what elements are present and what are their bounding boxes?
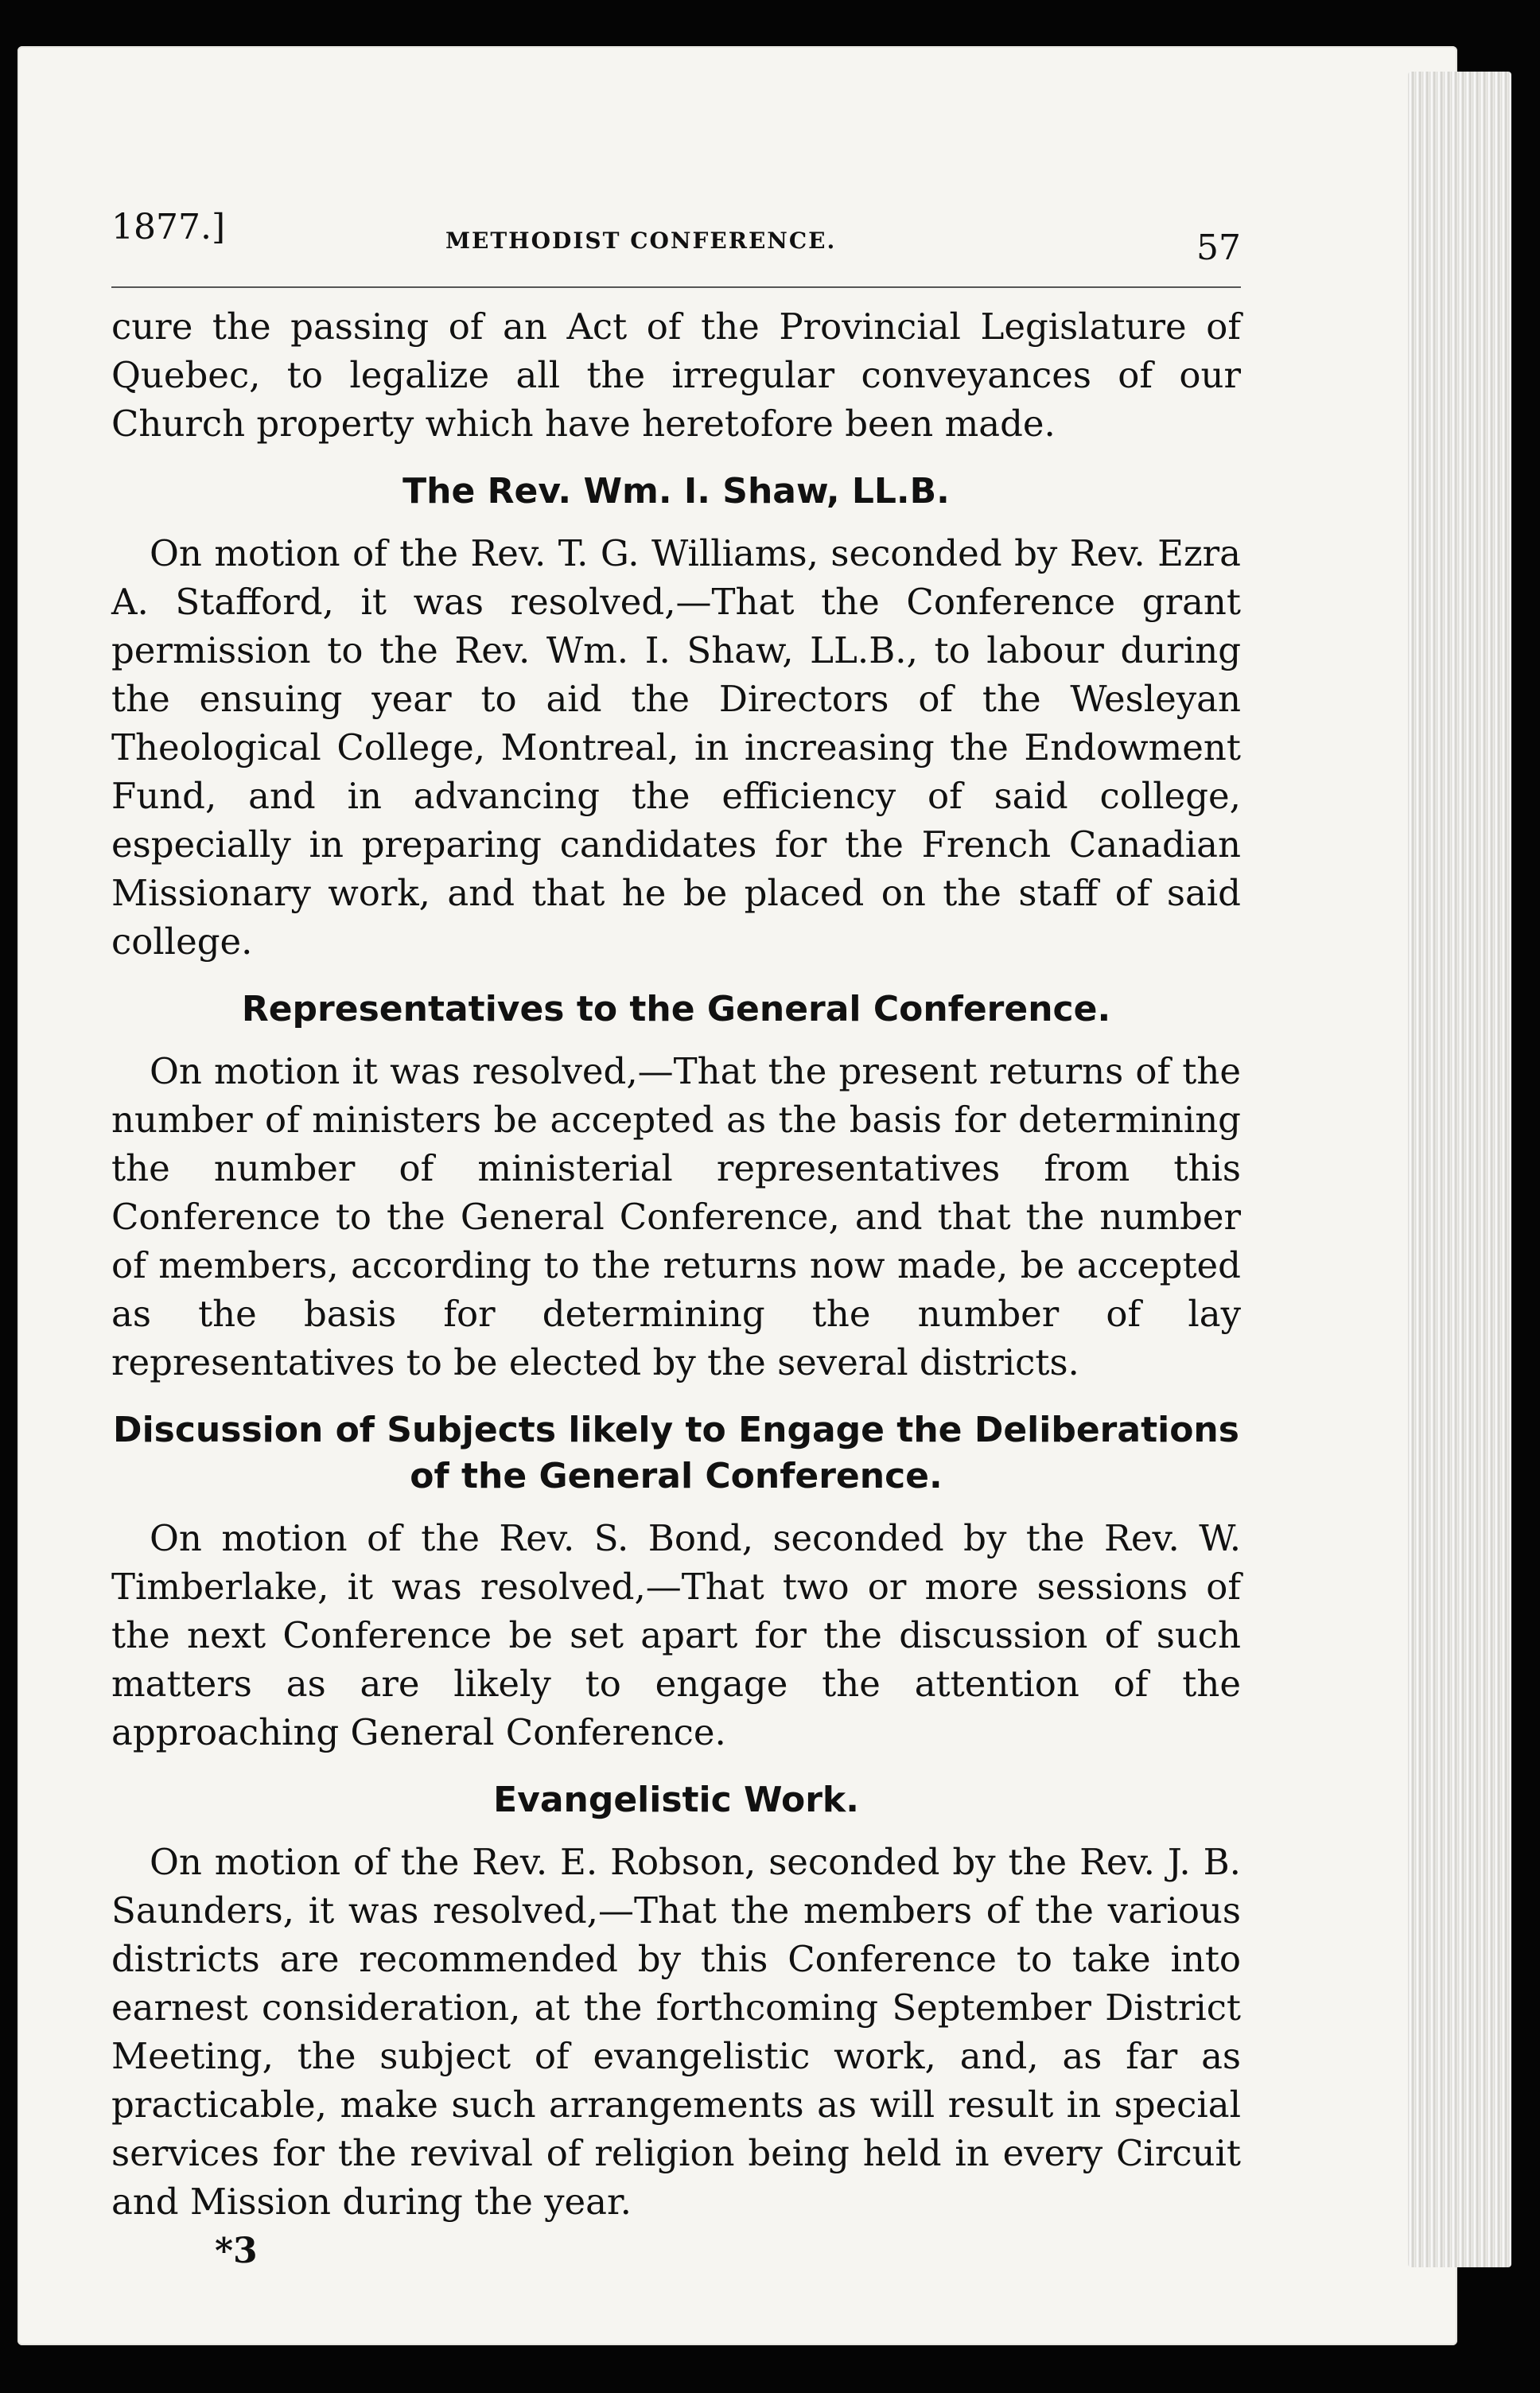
page-edges [1408, 72, 1511, 2267]
running-head-year: 1877.] [111, 207, 226, 247]
heading-discussion-line1: Discussion of Subjects likely to Engage the Deliberations [113, 1410, 1239, 1450]
page-content [111, 191, 1241, 2271]
page-number: 57 [1196, 228, 1241, 268]
paragraph-evangelistic: On motion of the Rev. E. Robson, seconded by the Rev. J. B. Saunders, it was resolved,—That the members of the various districts are recommended by this Conference to take into earnest consideration, at the forthcoming September District Meeting, the subject of evangelistic work, and, as far as practicable, make such arrangements as will result in special services for the revival of religion being held in every Circuit and Mission during the year. [111, 1841, 1241, 2223]
running-head-title: METHODIST CONFERENCE. [445, 228, 837, 254]
heading-evangelistic: Evangelistic Work. [493, 1780, 859, 1820]
heading-shaw: The Rev. Wm. I. Shaw, LL.B. [402, 471, 950, 512]
paragraph-shaw-motion: On motion of the Rev. T. G. Williams, seconded by Rev. Ezra A. Stafford, it was resolved,—That the Conference grant permission to the Rev. Wm. I. Shaw, LL.B., to labour during the ensuing year to aid the Directors of the Wesleyan Theological College, Montreal, in increasing the Endowment Fund, and in advancing the efficiency of said college, especially in preparing candidates for the French Canadian Missionary work, and that he be placed on the staff of said college. [111, 532, 1241, 963]
paragraph-representatives: On motion it was resolved,—That the present returns of the number of ministers be accepted as the basis for determining the number of ministerial representatives from this Conference to the General Conference, and that the number of members, according to the returns now made, be accepted as the basis for determining the number of lay representatives to be elected by the several districts. [111, 1050, 1241, 1383]
running-head [111, 191, 1241, 288]
heading-discussion-line2: of the General Conference. [410, 1456, 943, 1496]
paragraph-discussion: On motion of the Rev. S. Bond, seconded by the Rev. W. Timberlake, it was resolved,—That two or more sessions of the next Conference be set apart for the discussion of such matters as are likely to engage the attention of the approaching General Conference. [111, 1517, 1241, 1753]
paragraph-continued: cure the passing of an Act of the Provincial Legislature of Quebec, to legalize all the irregular conveyances of our Church property which have heretofore been made. [111, 305, 1241, 445]
heading-representatives: Representatives to the General Conference. [241, 989, 1111, 1029]
heading-discussion [111, 1407, 1241, 1500]
signature-mark: *3 [215, 2231, 258, 2271]
